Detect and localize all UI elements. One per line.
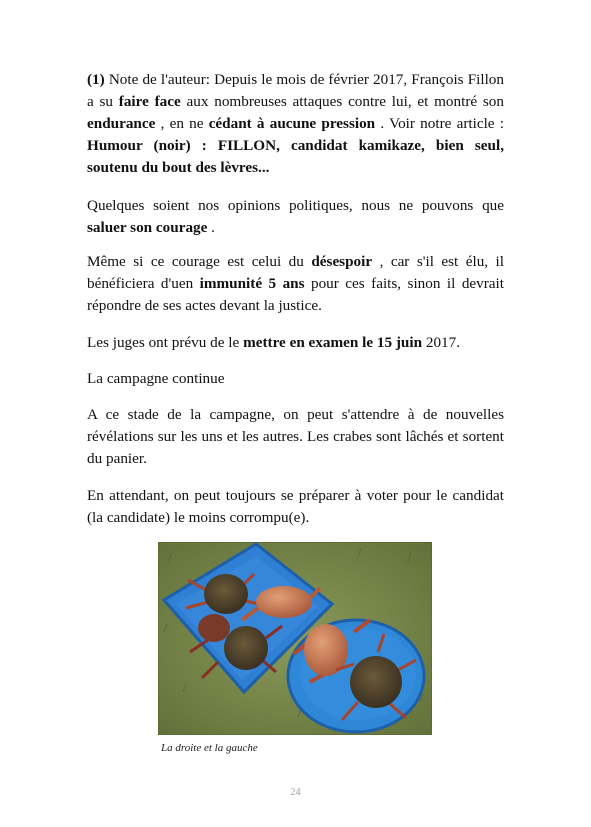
footnote-marker: (1) bbox=[87, 71, 105, 88]
text-run: La campagne continue bbox=[87, 370, 225, 387]
crabs-illustration bbox=[158, 542, 432, 735]
paragraph-courage bbox=[87, 195, 504, 239]
text-run: Note de l'auteur: Depuis le mois de février 2017, François Fillon a su bbox=[87, 71, 504, 110]
paragraph-revelations bbox=[87, 404, 504, 470]
paragraph-campaign-heading bbox=[87, 368, 504, 390]
paragraph-vote bbox=[87, 485, 504, 529]
text-run: pour ces faits, sinon il devrait répondre de ses actes devant la justice. bbox=[87, 275, 504, 314]
article-reference: Humour (noir) : FILLON, candidat kamikaze, bien seul, soutenu du bout des lèvres... bbox=[87, 137, 504, 176]
bold-run: cédant à aucune pression bbox=[208, 115, 376, 132]
crabs-photo bbox=[158, 542, 432, 735]
text-run: Les juges ont prévu de le bbox=[87, 334, 244, 351]
text-run: 2017. bbox=[422, 334, 461, 351]
bold-run: saluer son courage bbox=[87, 219, 208, 236]
footnote-paragraph bbox=[87, 69, 504, 179]
bold-run: faire face bbox=[118, 93, 181, 110]
bold-run: immunité 5 ans bbox=[199, 275, 305, 292]
text-run: , car s'il est élu, il bénéficiera d'uen bbox=[87, 253, 504, 292]
text-run: aux nombreuses attaques contre lui, et montré son bbox=[180, 93, 504, 110]
text-run: En attendant, on peut toujours se préparer à voter pour le candidat (la candidate) le moins corrompu(e). bbox=[87, 487, 504, 526]
page-number: 24 bbox=[290, 787, 301, 798]
figure-caption: La droite et la gauche bbox=[161, 742, 258, 754]
text-run: , en ne bbox=[155, 115, 209, 132]
paragraph-despair bbox=[87, 251, 504, 317]
text-run: . bbox=[207, 219, 215, 236]
text-run: A ce stade de la campagne, on peut s'attendre à de nouvelles révélations sur les uns et les autres. Les crabes sont lâchés et sortent du panier. bbox=[87, 406, 504, 467]
text-run: . Voir notre article : bbox=[375, 115, 504, 132]
paragraph-judges bbox=[87, 332, 504, 354]
text-run: Quelques soient nos opinions politiques, nous ne pouvons que bbox=[87, 197, 504, 214]
bold-run: endurance bbox=[87, 115, 156, 132]
text-run: Même si ce courage est celui du bbox=[87, 253, 312, 270]
bold-run: mettre en examen le 15 juin bbox=[243, 334, 423, 351]
bold-run: désespoir bbox=[311, 253, 373, 270]
